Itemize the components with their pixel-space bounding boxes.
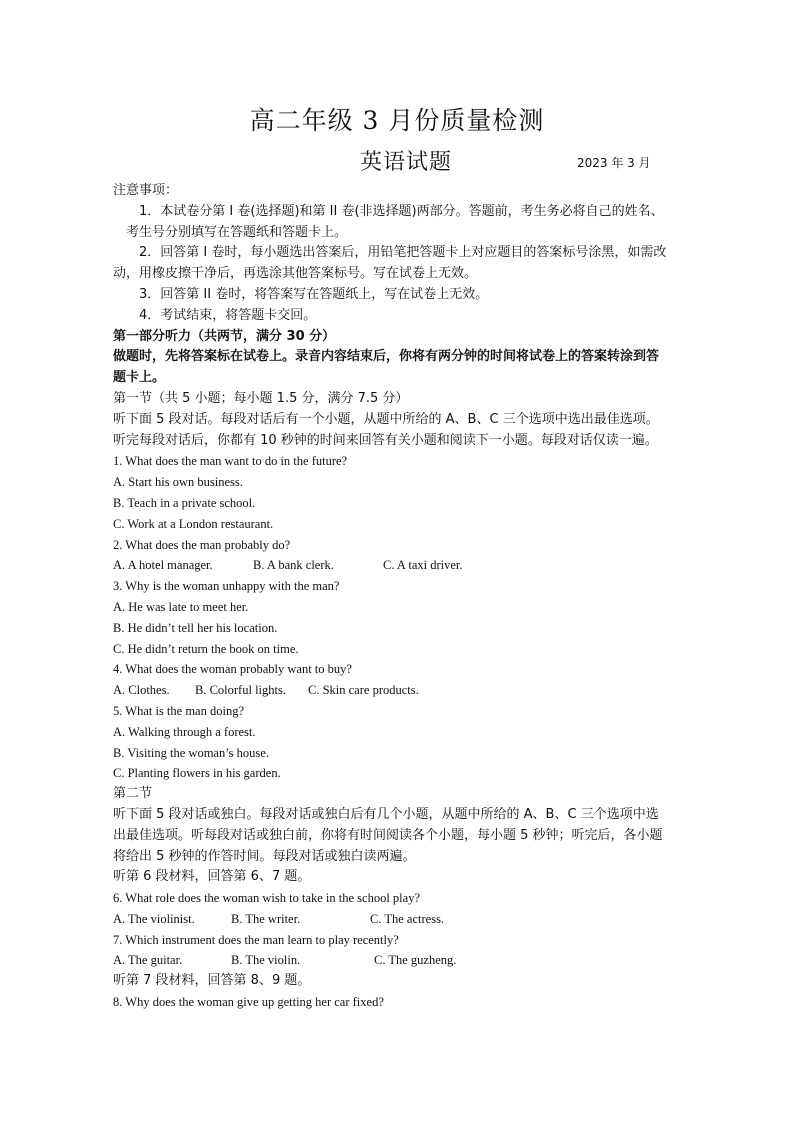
question-1-option-c: C. Work at a London restaurant. — [113, 516, 274, 531]
notice-item-3: 3．回答第 II 卷时，将答案写在答题纸上，写在试卷上无效。 — [139, 286, 489, 302]
section2-description-cont-2: 将给出 5 秒钟的作答时间。每段对话或独白读两遍。 — [113, 848, 416, 864]
part1-instruction-cont: 题卡上。 — [113, 370, 166, 386]
question-7-option-c: C. The guzheng. — [374, 953, 457, 968]
question-6-option-a: A. The violinist. — [113, 911, 195, 926]
section2-heading: 第二节 — [113, 786, 153, 802]
question-1: 1. What does the man want to do in the future? — [113, 454, 348, 469]
question-4-options — [113, 680, 703, 701]
notice-item-4: 4．考试结束，将答题卡交回。 — [139, 307, 317, 323]
question-7-option-b: B. The violin. — [231, 953, 301, 968]
question-5-option-b: B. Visiting the woman’s house. — [113, 745, 269, 760]
section2-description: 听下面 5 段对话或独白。每段对话或独白后有几个小题，从题中所给的 A、B、C 三个选项中选 — [113, 806, 659, 822]
section1-heading: 第一节（共 5 小题；每小题 1.5 分，满分 7.5 分） — [113, 390, 409, 406]
question-8: 8. Why does the woman give up getting her car fixed? — [113, 995, 384, 1010]
subject-title: 英语试题 — [360, 150, 453, 175]
exam-date: 2023 年 3 月 — [577, 156, 651, 170]
question-6-options — [113, 909, 703, 930]
section1-description: 听下面 5 段对话。每段对话后有一个小题，从题中所给的 A、B、C 三个选项中选出最佳选项。 — [113, 411, 659, 427]
question-2-option-a: A. A hotel manager. — [113, 558, 213, 573]
question-5-option-c: C. Planting flowers in his garden. — [113, 766, 281, 781]
material-6-heading: 听第 6 段材料，回答第 6、7 题。 — [113, 869, 311, 885]
material-7-heading: 听第 7 段材料，回答第 8、9 题。 — [113, 973, 311, 989]
notice-item-2: 2．回答第 I 卷时，每小题选出答案后，用铅笔把答题卡上对应题目的答案标号涂黑，如需改 — [139, 245, 667, 261]
notice-item-2-cont: 动，用橡皮擦干净后，再选涂其他答案标号。写在试卷上无效。 — [113, 266, 478, 282]
section1-description-cont: 听完每段对话后，你都有 10 秒钟的时间来回答有关小题和阅读下一小题。每段对话仅读一遍。 — [113, 432, 658, 448]
question-2: 2. What does the man probably do? — [113, 537, 291, 552]
question-6-option-b: B. The writer. — [231, 911, 301, 926]
question-2-option-c: C. A taxi driver. — [383, 558, 463, 573]
notice-item-1: 1．本试卷分第 I 卷(选择题)和第 II 卷(非选择题)两部分。答题前，考生务必将自己的姓名、 — [139, 203, 664, 219]
question-2-option-b: B. A bank clerk. — [253, 558, 334, 573]
question-6-option-c: C. The actress. — [370, 911, 445, 926]
question-4-option-b: B. Colorful lights. — [195, 683, 286, 698]
question-7-options — [113, 950, 703, 971]
question-3: 3. Why is the woman unhappy with the man? — [113, 579, 340, 594]
question-4-option-c: C. Skin care products. — [308, 683, 419, 698]
exam-content — [113, 181, 703, 1013]
question-3-option-a: A. He was late to meet her. — [113, 599, 249, 614]
question-4: 4. What does the woman probably want to buy? — [113, 662, 352, 677]
question-7-option-a: A. The guitar. — [113, 953, 183, 968]
question-1-option-a: A. Start his own business. — [113, 475, 243, 490]
question-3-option-b: B. He didn’t tell her his location. — [113, 620, 278, 635]
question-2-options — [113, 555, 703, 576]
notice-heading: 注意事项： — [113, 183, 179, 198]
section2-description-cont-1: 出最佳选项。听每段对话或独白前，你将有时间阅读各个小题，每小题 5 秒钟；听完后，各小题 — [113, 827, 663, 843]
question-3-option-c: C. He didn’t return the book on time. — [113, 641, 299, 656]
question-6: 6. What role does the woman wish to take in the school play? — [113, 891, 420, 906]
question-4-option-a: A. Clothes. — [113, 683, 170, 698]
question-5: 5. What is the man doing? — [113, 703, 244, 718]
question-1-option-b: B. Teach in a private school. — [113, 495, 256, 510]
part1-heading: 第一部分听力（共两节，满分 30 分） — [113, 328, 336, 344]
part1-instruction: 做题时，先将答案标在试卷上。录音内容结束后，你将有两分钟的时间将试卷上的答案转涂到答 — [113, 349, 660, 365]
exam-title: 高二年级 3 月份质量检测 — [249, 106, 545, 135]
question-5-option-a: A. Walking through a forest. — [113, 724, 256, 739]
notice-item-1-cont: 考生号分别填写在答题纸和答题卡上。 — [126, 224, 348, 240]
question-7: 7. Which instrument does the man learn to play recently? — [113, 932, 399, 947]
